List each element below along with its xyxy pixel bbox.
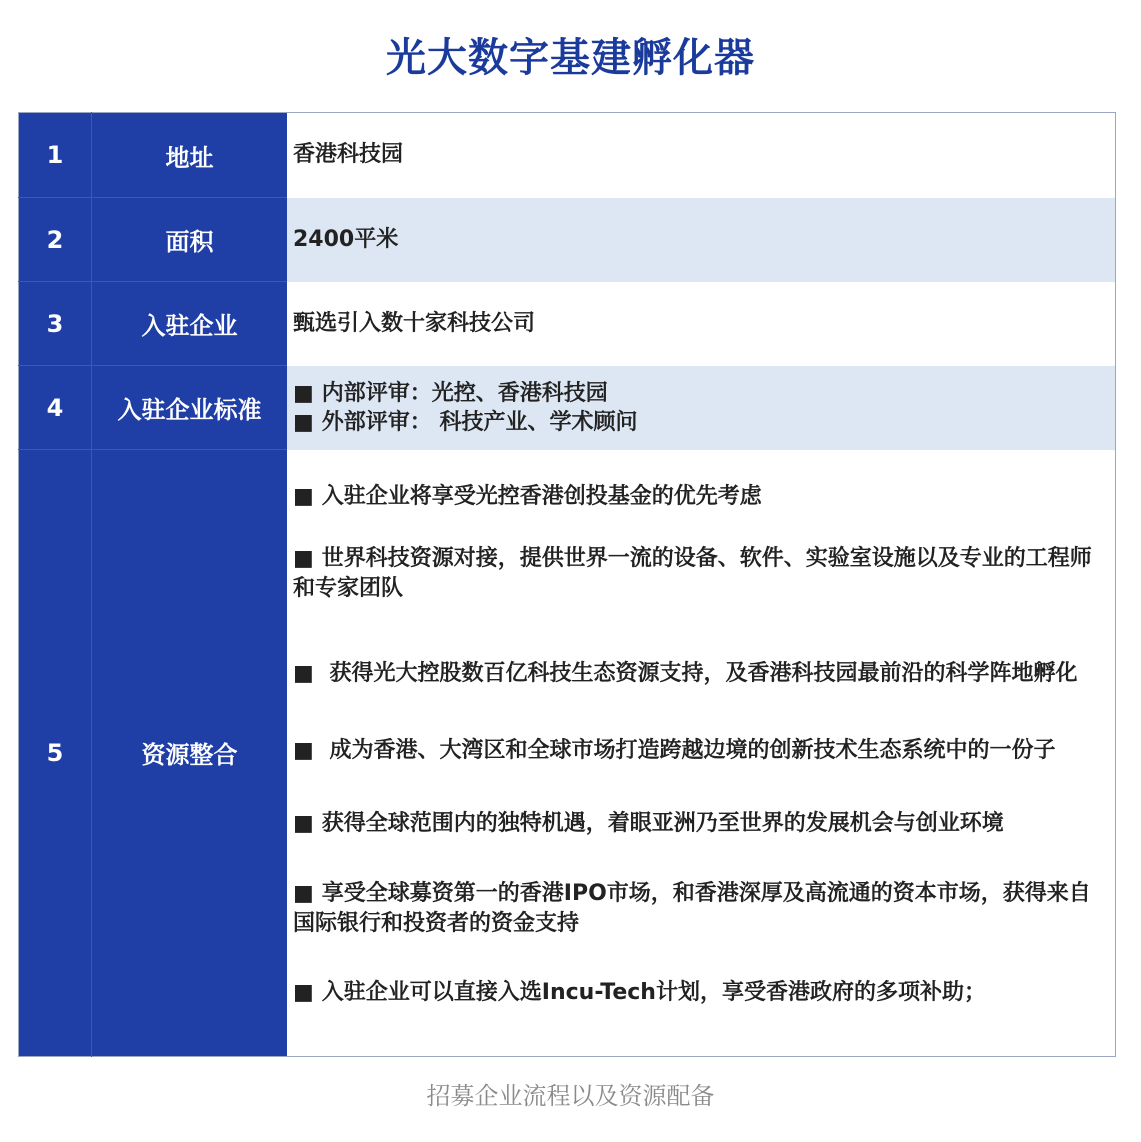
table-row — [19, 366, 1116, 450]
list-item-text: 世界科技资源对接，提供世界一流的设备、软件、实验室设施以及专业的工程师和专家团队 — [293, 545, 1092, 601]
square-bullet-icon: ■ — [293, 409, 314, 435]
square-bullet-icon: ■ — [293, 483, 314, 509]
list-item-text: 获得光大控股数百亿科技生态资源支持，及香港科技园最前沿的科学阵地孵化 — [321, 660, 1078, 686]
row-value-area: 2400平米 — [287, 198, 1116, 282]
row-label-criteria: 入驻企业标准 — [92, 366, 288, 450]
table-row — [19, 198, 1116, 282]
square-bullet-icon: ■ — [293, 545, 314, 571]
row-number: 5 — [19, 450, 92, 1057]
square-bullet-icon: ■ — [293, 380, 314, 406]
row-label-address: 地址 — [92, 113, 288, 198]
list-item-text: 获得全球范围内的独特机遇，着眼亚洲乃至世界的发展机会与创业环境 — [321, 810, 1004, 836]
row-number: 2 — [19, 198, 92, 282]
row-number: 3 — [19, 282, 92, 366]
square-bullet-icon: ■ — [293, 660, 314, 686]
list-item-text: 入驻企业将享受光控香港创投基金的优先考虑 — [321, 483, 762, 509]
list-item-text: 成为香港、大湾区和全球市场打造跨越边境的创新技术生态系统中的一份子 — [321, 737, 1056, 763]
table-row — [19, 282, 1116, 366]
list-item — [293, 978, 1099, 1008]
list-item-text: 外部评审： 科技产业、学术顾问 — [321, 409, 638, 435]
row-label-resources: 资源整合 — [92, 450, 288, 1057]
list-item — [293, 544, 1099, 604]
list-item — [293, 659, 1099, 689]
table-row — [19, 113, 1116, 198]
row-label-companies: 入驻企业 — [92, 282, 288, 366]
row-number: 1 — [19, 113, 92, 198]
row-value-criteria — [287, 366, 1116, 450]
list-item — [293, 809, 1099, 839]
row-value-companies: 甄选引入数十家科技公司 — [287, 282, 1116, 366]
list-item — [293, 879, 1099, 939]
list-item-text: 内部评审：光控、香港科技园 — [321, 380, 608, 406]
row-value-address: 香港科技园 — [287, 113, 1116, 198]
table-row — [19, 450, 1116, 1057]
row-label-area: 面积 — [92, 198, 288, 282]
list-item-text: 入驻企业可以直接入选Incu-Tech计划，享受香港政府的多项补助； — [321, 979, 986, 1005]
square-bullet-icon: ■ — [293, 979, 314, 1005]
list-item — [293, 408, 1107, 437]
list-item-text: 享受全球募资第一的香港IPO市场，和香港深厚及高流通的资本市场，获得来自国际银行和投资者的资金支持 — [293, 880, 1091, 936]
list-item — [293, 482, 1099, 512]
list-item — [293, 379, 1107, 408]
row-value-resources — [287, 450, 1116, 1057]
square-bullet-icon: ■ — [293, 880, 314, 906]
info-table — [18, 112, 1116, 1057]
footer-caption: 招募企业流程以及资源配备 — [426, 1082, 715, 1110]
square-bullet-icon: ■ — [293, 737, 314, 763]
square-bullet-icon: ■ — [293, 810, 314, 836]
page-title: 光大数字基建孵化器 — [386, 35, 755, 81]
row-number: 4 — [19, 366, 92, 450]
list-item — [293, 736, 1099, 766]
resource-list — [293, 450, 1107, 1056]
